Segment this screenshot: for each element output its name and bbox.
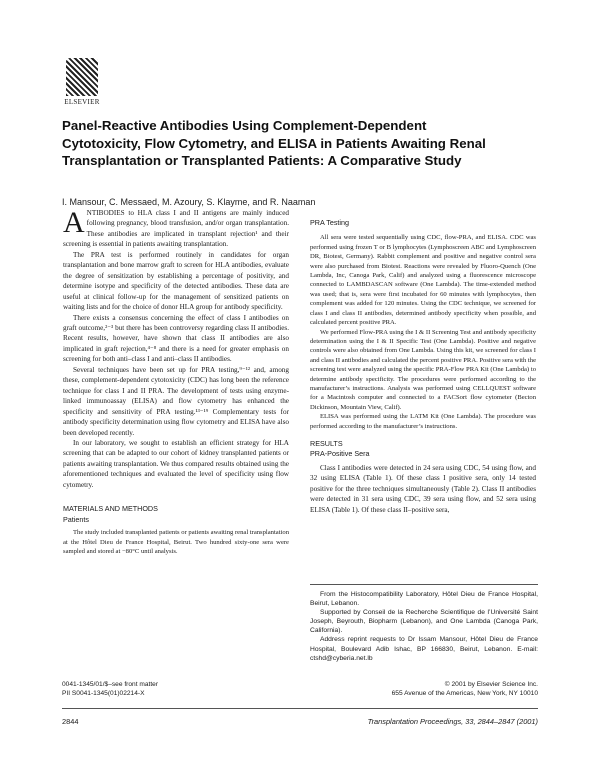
page-number: 2844 — [62, 717, 79, 726]
pra-positive-heading: PRA-Positive Sera — [310, 449, 370, 459]
article-title — [62, 117, 542, 170]
affiliation-support: Supported by Conseil de la Recherche Scientifique de l’Université Saint Joseph, Beyrouth, Biopharm (Lebanon), and One Lambda (Canoga Park, California). — [310, 609, 538, 635]
right-column — [310, 218, 536, 515]
pra-testing-heading: PRA Testing — [310, 218, 350, 227]
elsevier-logo — [62, 58, 102, 110]
affiliation-from: From the Histocompatibility Laboratory, Hôtel Dieu de France Hospital, Beirut, Lebanon. — [310, 591, 538, 608]
intro-paragraph-3: There exists a consensus concerning the effect of class I antibodies on graft outcome,²⁻³ but there has been controversy regarding class II antibodies. Recent results, however, have shown that class II antibodies are also implicated in graft rejection,⁴⁻⁸ and there is a need for greater emphasis on screening for both anti–class I and anti–class II antibodies. — [63, 313, 289, 364]
journal-citation: Transplantation Proceedings, 33, 2844–2847 (2001) — [367, 717, 538, 726]
title-line: Cytotoxicity, Flow Cytometry, and ELISA in Patients Awaiting Renal — [62, 135, 486, 151]
title-line: Transplantation or Transplanted Patients: A Comparative Study — [62, 153, 462, 168]
intro-paragraph-4: Several techniques have been set up for PRA testing,⁹⁻¹² and, among these, complement-dependent cytotoxicity (CDC) has long been the reference technique for class I and II PRA. The development of tests using enzyme-linked immunoassay (ELISA) and flow cytometry has enhanced the specificity and sensitivity of PRA testing.¹³⁻¹⁹ Complementary tests for antibody specificity determination using flow cytometry and ELISA have also been developed recently. — [63, 365, 289, 437]
left-column — [63, 208, 289, 556]
footer-rule — [62, 708, 538, 709]
methods-heading: MATERIALS AND METHODS — [63, 504, 158, 514]
affiliation-reprints: Address reprint requests to Dr Issam Mansour, Hôtel Dieu de France Hospital, Boulevard Adib Ishac, BP 166830, Beirut, Lebanon. E-mail: ctshd@cyberia.net.lb — [310, 636, 538, 662]
elsevier-tree-icon — [66, 58, 98, 96]
affiliation-rule — [310, 584, 538, 585]
copyright-line: © 2001 by Elsevier Science Inc. — [444, 681, 538, 688]
patients-paragraph: The study included transplanted patients or patients awaiting renal transplantation at the Hôtel Dieu de France Hospital, Beirut. Two hundred sixty-one sera were sampled and stored at −80°C until analysis. — [63, 529, 289, 555]
pra-paragraph-1: All sera were tested sequentially using CDC, flow-PRA, and ELISA. CDC was performed using frozen T or B lymphocytes (Lymphoscreen ABC and Lymphoscreen DR, Biotest, Germany). Rabbit complement and positive and negative control sera were also purchased from Biotest. Reactions were revealed by Fluoro-Quench (One Lambda, Inc, Canoga Park, Calif) and analyzed using a fluorescence microscope connected to LAMBDASCAN software (One Lambda). The time-extended method was used; that is, sera were first incubated for 60 minutes with lymphocytes, then complement was added for 120 minutes. Using the CDC technique, we screened for class I and class II antibodies, determined antibody specificity when possible, and calculated percent positive PRA. — [310, 234, 536, 327]
issn-line: 0041-1345/01/$–see front matter — [62, 681, 159, 688]
affiliation-block — [310, 590, 538, 663]
intro-paragraph-1: ANTIBODIES to HLA class I and II antigens are mainly induced following pregnancy, blood transfusion, and/or organ transplantation. These antibodies are implicated in transplant rejection¹ and their screening is essential in patients awaiting transplantation. — [63, 206, 289, 249]
issn-block — [62, 680, 158, 698]
patients-heading: Patients — [63, 514, 89, 524]
drop-cap: A — [63, 206, 85, 239]
copyright-block — [392, 680, 538, 698]
pii-line: PII S0041-1345(01)02214-X — [62, 690, 145, 697]
publisher-address: 655 Avenue of the Americas, New York, NY 10010 — [391, 690, 538, 697]
intro-paragraph-2: The PRA test is performed routinely in candidates for organ transplantation and bone marrow graft to screen for HLA antibodies, evaluate the degree of sensitization by establishing a percentage of positivity, and determine isotype and specificity of the detected antibodies. These data are useful at clinical follow-up for the management of sensitized patients on waiting lists and for the choice of donor HLA group for antibody specificity. — [63, 250, 289, 312]
results-heading: RESULTS — [310, 438, 343, 448]
results-paragraph-1: Class I antibodies were detected in 24 sera using CDC, 54 using flow, and 32 using ELISA (Table 1). Of these class I positive sera, only 14 tested positive for the three techniques simultaneously (Table 2). Class II antibodies were detected in 31 sera using CDC, 39 sera using flow, and 52 sera using ELISA (Table 1). Of these class II–positive sera, — [310, 463, 536, 514]
publisher-logo-text: ELSEVIER — [64, 98, 100, 106]
author-list: I. Mansour, C. Messaed, M. Azoury, S. Klayme, and R. Naaman — [62, 197, 316, 207]
intro-paragraph-5: In our laboratory, we sought to establish an efficient strategy for HLA screening that can be adapted to our cohort of kidney transplanted patients or patients awaiting transplantation. We thus compared results obtained using the aforementioned techniques and evaluated the level of specificity using flow cytometry. — [63, 438, 289, 489]
pra-paragraph-2: We performed Flow-PRA using the I & II Screening Test and antibody specificity determination using the I & II Specific Test (One Lambda). Positive and negative controls were also obtained from One Lambda. Using this kit, we screened for class I and class II antibodies and calculated the percent positive PRA. Positive sera with the screening test were analyzed using the specific PRA-Flow PRA Kit (One Lambda) to determine antibody specificity. The procedures were performed according to the manufacturer’s instructions. Analysis was performed using CELLQUEST software for a Macintosh computer and connected to a FACSort flow cytometer (Becton Dickinson, Mountain View, Calif). — [310, 328, 536, 411]
pra-paragraph-3: ELISA was performed using the LATM Kit (One Lambda). The procedure was performed according to the manufacturer’s instructions. — [310, 413, 536, 430]
title-line: Panel-Reactive Antibodies Using Complement-Dependent — [62, 118, 427, 133]
